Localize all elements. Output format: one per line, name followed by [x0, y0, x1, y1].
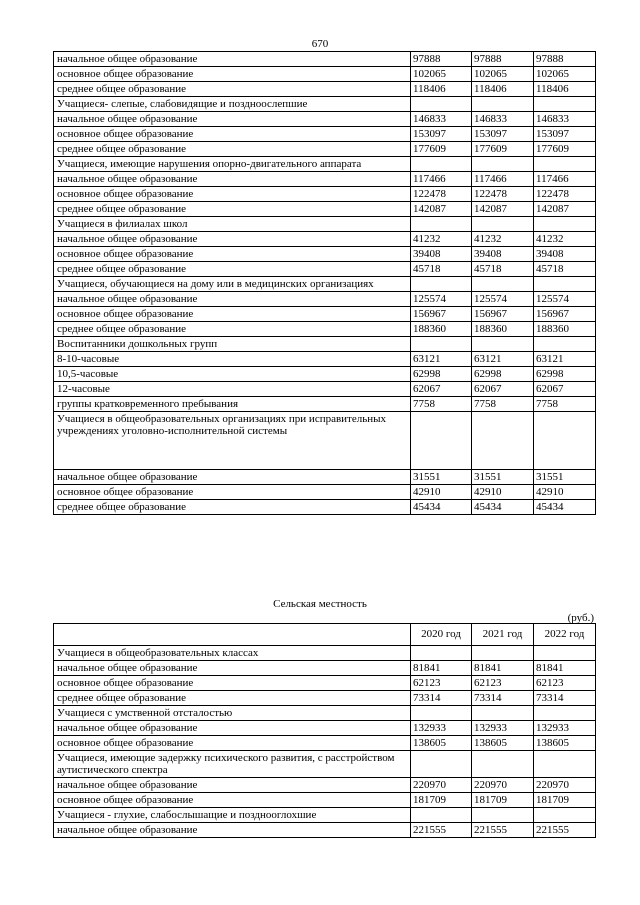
table-row	[54, 292, 596, 307]
table-row	[54, 778, 596, 793]
row-label: основное общее образование	[54, 676, 411, 691]
value-2020	[411, 217, 472, 232]
row-label: Учащиеся- слепые, слабовидящие и поздноослепшие	[54, 97, 411, 112]
value-2021: 146833	[472, 112, 534, 127]
row-label: среднее общее образование	[54, 500, 411, 515]
table-row	[54, 82, 596, 97]
value-2022: 153097	[534, 127, 596, 142]
value-2022	[534, 157, 596, 172]
row-label: Учащиеся, имеющие задержку психического развития, с расстройством аутистического спектра	[54, 751, 411, 778]
table-row	[54, 736, 596, 751]
value-2020: 45718	[411, 262, 472, 277]
table-row	[54, 412, 596, 470]
value-2020: 7758	[411, 397, 472, 412]
value-2020: 97888	[411, 52, 472, 67]
value-2022: 220970	[534, 778, 596, 793]
value-2022	[534, 646, 596, 661]
value-2022: 221555	[534, 823, 596, 838]
value-2022: 45434	[534, 500, 596, 515]
value-2022: 156967	[534, 307, 596, 322]
table-row	[54, 217, 596, 232]
value-2022: 39408	[534, 247, 596, 262]
row-label: начальное общее образование	[54, 292, 411, 307]
header-cell-2020: 2020 год	[411, 624, 472, 646]
row-label: Учащиеся - глухие, слабослышащие и позднооглохшие	[54, 808, 411, 823]
page-number: 670	[311, 38, 329, 50]
value-2022: 177609	[534, 142, 596, 157]
value-2021: 138605	[472, 736, 534, 751]
row-label: начальное общее образование	[54, 470, 411, 485]
value-2022: 146833	[534, 112, 596, 127]
row-label: Воспитанники дошкольных групп	[54, 337, 411, 352]
value-2020	[411, 808, 472, 823]
row-label: группы кратковременного пребывания	[54, 397, 411, 412]
value-2021: 45718	[472, 262, 534, 277]
value-2020: 177609	[411, 142, 472, 157]
value-2020: 125574	[411, 292, 472, 307]
value-2020: 181709	[411, 793, 472, 808]
value-2021: 181709	[472, 793, 534, 808]
value-2021: 63121	[472, 352, 534, 367]
row-label: Учащиеся с умственной отсталостью	[54, 706, 411, 721]
value-2020: 118406	[411, 82, 472, 97]
value-2021	[472, 157, 534, 172]
row-label: среднее общее образование	[54, 322, 411, 337]
value-2022: 73314	[534, 691, 596, 706]
table-row	[54, 751, 596, 778]
value-2021: 39408	[472, 247, 534, 262]
value-2020: 220970	[411, 778, 472, 793]
row-label: Учащиеся, имеющие нарушения опорно-двигательного аппарата	[54, 157, 411, 172]
value-2021: 132933	[472, 721, 534, 736]
row-label: среднее общее образование	[54, 202, 411, 217]
value-2022	[534, 706, 596, 721]
value-2022: 181709	[534, 793, 596, 808]
value-2022: 62067	[534, 382, 596, 397]
table-row	[54, 142, 596, 157]
value-2022: 102065	[534, 67, 596, 82]
header-cell-2021: 2021 год	[472, 624, 534, 646]
value-2020	[411, 97, 472, 112]
value-2021: 62067	[472, 382, 534, 397]
table-row	[54, 97, 596, 112]
value-2022: 117466	[534, 172, 596, 187]
value-2021	[472, 646, 534, 661]
header-cell-2022: 2022 год	[534, 624, 596, 646]
table-row	[54, 247, 596, 262]
table-row	[54, 232, 596, 247]
value-2022: 97888	[534, 52, 596, 67]
table-row	[54, 157, 596, 172]
table-row	[54, 691, 596, 706]
value-2021: 188360	[472, 322, 534, 337]
value-2021: 73314	[472, 691, 534, 706]
value-2021: 220970	[472, 778, 534, 793]
value-2020: 81841	[411, 661, 472, 676]
table-row	[54, 397, 596, 412]
table-row	[54, 646, 596, 661]
value-2021	[472, 808, 534, 823]
table-row	[54, 307, 596, 322]
row-label: среднее общее образование	[54, 82, 411, 97]
row-label: среднее общее образование	[54, 262, 411, 277]
value-2020: 63121	[411, 352, 472, 367]
value-2020	[411, 277, 472, 292]
value-2022: 63121	[534, 352, 596, 367]
row-label: 10,5-часовые	[54, 367, 411, 382]
row-label: начальное общее образование	[54, 232, 411, 247]
value-2020: 41232	[411, 232, 472, 247]
value-2021: 221555	[472, 823, 534, 838]
value-2022: 142087	[534, 202, 596, 217]
value-2020: 73314	[411, 691, 472, 706]
value-2022	[534, 97, 596, 112]
value-2021	[472, 706, 534, 721]
value-2020: 122478	[411, 187, 472, 202]
value-2021: 177609	[472, 142, 534, 157]
value-2022: 188360	[534, 322, 596, 337]
table-row	[54, 187, 596, 202]
value-2020: 62123	[411, 676, 472, 691]
value-2020: 142087	[411, 202, 472, 217]
table-row	[54, 706, 596, 721]
table-row	[54, 127, 596, 142]
table-row	[54, 172, 596, 187]
table-row	[54, 52, 596, 67]
row-label: Учащиеся в общеобразовательных классах	[54, 646, 411, 661]
value-2022: 118406	[534, 82, 596, 97]
value-2020: 45434	[411, 500, 472, 515]
value-2022: 45718	[534, 262, 596, 277]
row-label: основное общее образование	[54, 485, 411, 500]
table-row	[54, 352, 596, 367]
value-2021	[472, 337, 534, 352]
cost-table-urban-body	[54, 52, 596, 515]
table-row	[54, 500, 596, 515]
value-2020: 156967	[411, 307, 472, 322]
value-2021: 118406	[472, 82, 534, 97]
row-label: Учащиеся в филиалах школ	[54, 217, 411, 232]
table-row	[54, 67, 596, 82]
row-label: основное общее образование	[54, 187, 411, 202]
row-label: среднее общее образование	[54, 691, 411, 706]
value-2022: 7758	[534, 397, 596, 412]
value-2021	[472, 412, 534, 470]
section-title: Сельская местность	[273, 598, 367, 610]
table-row	[54, 485, 596, 500]
table-row	[54, 262, 596, 277]
value-2022: 125574	[534, 292, 596, 307]
value-2020: 102065	[411, 67, 472, 82]
table-row	[54, 112, 596, 127]
value-2020: 62067	[411, 382, 472, 397]
unit-label: (руб.)	[567, 612, 594, 624]
value-2022: 41232	[534, 232, 596, 247]
row-label: основное общее образование	[54, 793, 411, 808]
row-label: основное общее образование	[54, 67, 411, 82]
value-2021	[472, 217, 534, 232]
value-2021: 81841	[472, 661, 534, 676]
row-label: основное общее образование	[54, 736, 411, 751]
row-label: 8-10-часовые	[54, 352, 411, 367]
row-label: основное общее образование	[54, 247, 411, 262]
value-2021	[472, 97, 534, 112]
value-2021: 97888	[472, 52, 534, 67]
value-2022: 122478	[534, 187, 596, 202]
value-2020: 146833	[411, 112, 472, 127]
row-label: Учащиеся, обучающиеся на дому или в медицинских организациях	[54, 277, 411, 292]
value-2021: 102065	[472, 67, 534, 82]
value-2021: 45434	[472, 500, 534, 515]
value-2020: 138605	[411, 736, 472, 751]
value-2021: 122478	[472, 187, 534, 202]
value-2020: 117466	[411, 172, 472, 187]
value-2021: 7758	[472, 397, 534, 412]
table-row	[54, 470, 596, 485]
value-2021	[472, 277, 534, 292]
value-2021: 117466	[472, 172, 534, 187]
value-2020: 132933	[411, 721, 472, 736]
value-2022: 138605	[534, 736, 596, 751]
value-2022: 132933	[534, 721, 596, 736]
value-2022: 62123	[534, 676, 596, 691]
value-2022: 31551	[534, 470, 596, 485]
table-row	[54, 337, 596, 352]
value-2020	[411, 412, 472, 470]
row-label: начальное общее образование	[54, 52, 411, 67]
row-label: основное общее образование	[54, 307, 411, 322]
value-2021: 153097	[472, 127, 534, 142]
value-2020	[411, 706, 472, 721]
value-2022	[534, 217, 596, 232]
cost-table-rural-body	[54, 646, 596, 838]
value-2020: 39408	[411, 247, 472, 262]
table-row	[54, 322, 596, 337]
value-2021: 42910	[472, 485, 534, 500]
row-label: среднее общее образование	[54, 142, 411, 157]
table-row	[54, 367, 596, 382]
value-2021	[472, 751, 534, 778]
value-2020	[411, 337, 472, 352]
value-2020	[411, 646, 472, 661]
value-2020: 188360	[411, 322, 472, 337]
value-2021: 125574	[472, 292, 534, 307]
value-2021: 156967	[472, 307, 534, 322]
table-row	[54, 676, 596, 691]
header-row	[54, 624, 596, 646]
row-label: начальное общее образование	[54, 661, 411, 676]
value-2021: 62998	[472, 367, 534, 382]
value-2022: 62998	[534, 367, 596, 382]
table-row	[54, 661, 596, 676]
value-2020	[411, 751, 472, 778]
table-row	[54, 793, 596, 808]
value-2020	[411, 157, 472, 172]
header-cell-label	[54, 624, 411, 646]
table-row	[54, 382, 596, 397]
value-2022	[534, 337, 596, 352]
value-2021: 142087	[472, 202, 534, 217]
value-2020: 42910	[411, 485, 472, 500]
row-label: начальное общее образование	[54, 721, 411, 736]
value-2022	[534, 808, 596, 823]
row-label: Учащиеся в общеобразовательных организациях при исправительных учреждениях уголовно-исполнительной системы	[54, 412, 411, 470]
value-2020: 62998	[411, 367, 472, 382]
table-row	[54, 277, 596, 292]
row-label: начальное общее образование	[54, 172, 411, 187]
row-label: начальное общее образование	[54, 778, 411, 793]
value-2020: 221555	[411, 823, 472, 838]
table-row	[54, 808, 596, 823]
value-2020: 153097	[411, 127, 472, 142]
table-row	[54, 823, 596, 838]
row-label: начальное общее образование	[54, 112, 411, 127]
value-2022	[534, 751, 596, 778]
value-2021: 31551	[472, 470, 534, 485]
table-row	[54, 721, 596, 736]
row-label: начальное общее образование	[54, 823, 411, 838]
value-2021: 41232	[472, 232, 534, 247]
row-label: 12-часовые	[54, 382, 411, 397]
value-2022	[534, 412, 596, 470]
cost-table-rural	[53, 623, 596, 838]
table-row	[54, 202, 596, 217]
value-2022	[534, 277, 596, 292]
value-2022: 42910	[534, 485, 596, 500]
row-label: основное общее образование	[54, 127, 411, 142]
value-2022: 81841	[534, 661, 596, 676]
cost-table-urban	[53, 51, 596, 515]
value-2021: 62123	[472, 676, 534, 691]
value-2020: 31551	[411, 470, 472, 485]
